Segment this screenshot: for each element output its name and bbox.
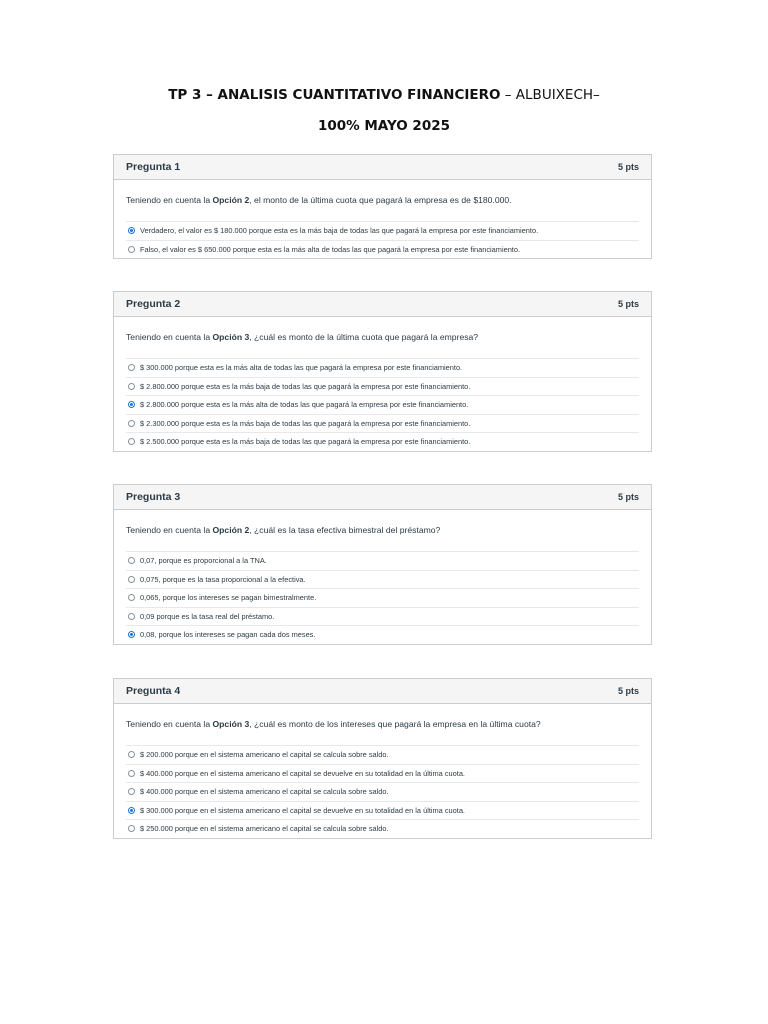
radio-button[interactable]: [128, 751, 135, 758]
radio-button[interactable]: [128, 557, 135, 564]
answer-label: 0,075, porque es la tasa proporcional a la efectiva.: [140, 574, 306, 584]
question-name: Pregunta 3: [126, 491, 181, 503]
answer-option[interactable]: [126, 240, 639, 259]
answer-option[interactable]: [126, 782, 639, 801]
document-title: [0, 87, 768, 103]
question-name: Pregunta 4: [126, 685, 181, 697]
radio-button[interactable]: [128, 438, 135, 445]
radio-button[interactable]: [128, 246, 135, 253]
question-header: [114, 292, 651, 317]
answer-label: 0,08, porque los intereses se pagan cada dos meses.: [140, 630, 316, 640]
question-text: [114, 510, 651, 551]
question-points: 5 pts: [617, 162, 639, 172]
question-card-4: [113, 678, 652, 839]
answer-label: $ 300.000 porque esta es la más alta de todas las que pagará la empresa por este financiamiento.: [140, 363, 463, 373]
answer-option[interactable]: [126, 764, 639, 783]
answer-option[interactable]: [126, 432, 639, 451]
answer-label: 0,065, porque los intereses se pagan bimestralmente.: [140, 593, 317, 603]
question-card-2: [113, 291, 652, 452]
answer-label: $ 2.800.000 porque esta es la más baja de todas las que pagará la empresa por este financiamiento.: [140, 381, 471, 391]
answer-label: Verdadero, el valor es $ 180.000 porque esta es la más baja de todas las que pagará la empresa por este financiamiento.: [140, 226, 539, 236]
radio-button[interactable]: [128, 613, 135, 620]
question-name: Pregunta 1: [126, 161, 181, 173]
document-subtitle: 100% MAYO 2025: [317, 118, 451, 134]
radio-button[interactable]: [128, 364, 135, 371]
answer-label: $ 250.000 porque en el sistema americano el capital se calcula sobre saldo.: [140, 824, 389, 834]
answer-label: $ 400.000 porque en el sistema americano el capital se devuelve en su totalidad en la última cuota.: [140, 768, 465, 778]
answer-option[interactable]: [126, 570, 639, 589]
radio-button[interactable]: [128, 807, 135, 814]
answer-list: [114, 551, 651, 644]
radio-button[interactable]: [128, 383, 135, 390]
document-title-rest: – ALBUIXECH–: [500, 87, 600, 103]
answer-label: $ 2.500.000 porque esta es la más baja de todas las que pagará la empresa por este financiamiento.: [140, 437, 471, 447]
answer-label: $ 400.000 porque en el sistema americano el capital se calcula sobre saldo.: [140, 787, 389, 797]
question-text: [114, 180, 651, 221]
answer-option[interactable]: [126, 801, 639, 820]
document-title-bold: TP 3 – ANALISIS CUANTITATIVO FINANCIERO: [168, 87, 501, 103]
question-points: 5 pts: [617, 299, 639, 309]
answer-option[interactable]: [126, 395, 639, 414]
question-text-post: , el monto de la última cuota que pagará la empresa es de $180.000.: [249, 195, 512, 205]
answer-option[interactable]: [126, 625, 639, 644]
answer-option[interactable]: [126, 819, 639, 838]
question-card-3: [113, 484, 652, 645]
radio-button[interactable]: [128, 631, 135, 638]
question-text: [114, 704, 651, 745]
radio-button[interactable]: [128, 594, 135, 601]
answer-label: $ 2.300.000 porque esta es la más baja de todas las que pagará la empresa por este financiamiento.: [140, 418, 471, 428]
answer-list: [114, 745, 651, 838]
radio-button[interactable]: [128, 576, 135, 583]
question-text-pre: Teniendo en cuenta la: [126, 195, 213, 205]
question-card-1: [113, 154, 652, 259]
answer-list: [114, 221, 651, 258]
question-text-bold: Opción 3: [212, 332, 250, 342]
answer-option[interactable]: [126, 607, 639, 626]
question-text-post: , ¿cuál es monto de los intereses que pagará la empresa en la última cuota?: [249, 719, 541, 729]
answer-option[interactable]: [126, 358, 639, 377]
radio-button[interactable]: [128, 420, 135, 427]
radio-button[interactable]: [128, 825, 135, 832]
answer-option[interactable]: [126, 414, 639, 433]
question-text: [114, 317, 651, 358]
answer-label: $ 300.000 porque en el sistema americano el capital se devuelve en su totalidad en la última cuota.: [140, 805, 465, 815]
answer-label: Falso, el valor es $ 650.000 porque esta es la más alta de todas las que pagará la empresa por este financiamiento.: [140, 244, 521, 254]
question-text-pre: Teniendo en cuenta la: [126, 332, 213, 342]
question-text-post: , ¿cuál es la tasa efectiva bimestral del préstamo?: [249, 525, 441, 535]
question-text-bold: Opción 3: [212, 719, 250, 729]
answer-option[interactable]: [126, 745, 639, 764]
question-header: [114, 679, 651, 704]
question-points: 5 pts: [617, 686, 639, 696]
radio-button[interactable]: [128, 227, 135, 234]
answer-option[interactable]: [126, 551, 639, 570]
question-text-bold: Opción 2: [212, 195, 250, 205]
question-text-pre: Teniendo en cuenta la: [126, 525, 213, 535]
radio-button[interactable]: [128, 401, 135, 408]
question-text-pre: Teniendo en cuenta la: [126, 719, 213, 729]
answer-list: [114, 358, 651, 451]
radio-button[interactable]: [128, 788, 135, 795]
question-text-bold: Opción 2: [212, 525, 250, 535]
answer-option[interactable]: [126, 221, 639, 240]
question-name: Pregunta 2: [126, 298, 181, 310]
answer-label: $ 200.000 porque en el sistema americano el capital se calcula sobre saldo.: [140, 750, 389, 760]
answer-label: 0,07, porque es proporcional a la TNA.: [140, 556, 267, 566]
question-points: 5 pts: [617, 492, 639, 502]
answer-label: $ 2.800.000 porque esta es la más alta de todas las que pagará la empresa por este financiamiento.: [140, 400, 469, 410]
answer-option[interactable]: [126, 377, 639, 396]
radio-button[interactable]: [128, 770, 135, 777]
answer-label: 0,09 porque es la tasa real del préstamo.: [140, 611, 275, 621]
answer-option[interactable]: [126, 588, 639, 607]
question-header: [114, 485, 651, 510]
question-header: [114, 155, 651, 180]
question-text-post: , ¿cuál es monto de la última cuota que pagará la empresa?: [249, 332, 479, 342]
